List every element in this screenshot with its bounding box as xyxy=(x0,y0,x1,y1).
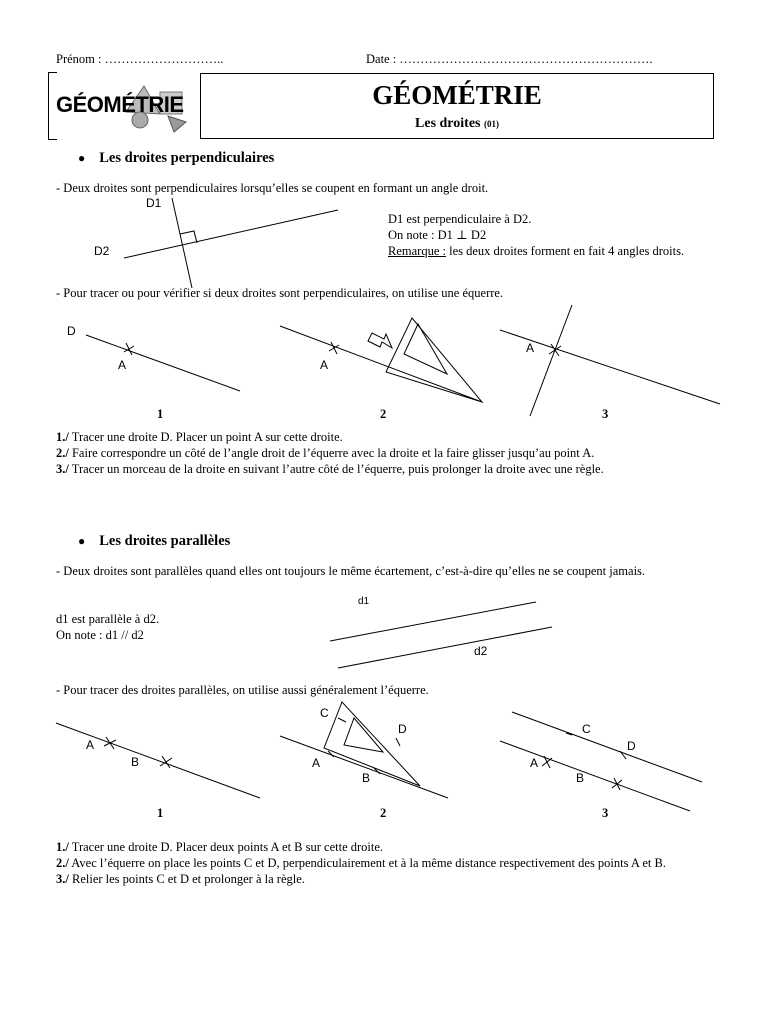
para-definition: d1 est parallèle à d2. On note : d1 // d2 xyxy=(56,612,160,642)
para-fig3-label-c: C xyxy=(582,722,591,736)
perp-tool-sentence: - Pour tracer ou pour vérifier si deux droites sont perpendiculaires, on utilise une équerre. xyxy=(56,286,504,300)
perp-fig1-number: 1 xyxy=(157,407,164,421)
perp-fig1-label-a: A xyxy=(118,358,127,372)
para-fig1-label-a: A xyxy=(86,738,95,752)
page-title: GÉOMÉTRIE xyxy=(372,80,542,110)
perp-fig2-number: 2 xyxy=(380,407,387,421)
logo-text: GÉOMÉTRIE xyxy=(56,92,184,117)
para-fig3-label-d: D xyxy=(627,739,636,753)
para-tool-sentence: - Pour tracer des droites parallèles, on utilise aussi généralement l’équerre. xyxy=(56,683,429,697)
para-fig3-line-bottom xyxy=(500,741,690,811)
perp-fig3-label-a: A xyxy=(526,341,535,355)
label-d1-parallel: d1 xyxy=(358,596,370,607)
para-fig3-number: 3 xyxy=(602,806,609,820)
section-heading-paralleles: ● Les droites parallèles xyxy=(78,533,231,549)
perp-definition: D1 est perpendiculaire à D2. On note : D1 ⊥ D2 Remarque : les deux droites forment en fait 4 angles droits. xyxy=(388,212,685,258)
perp-fig2-setsquare xyxy=(386,318,482,402)
para-steps: 1./ Tracer une droite D. Placer deux points A et B sur cette droite. 2./ Avec l’équerre on place les points C et D, perpendiculairement et à la même distance respectivement des points A et B. 3./ Relier les points C et D et prolonger à la règle. xyxy=(56,840,666,886)
para-fig1-line xyxy=(56,723,260,798)
line-d2 xyxy=(124,210,338,258)
para-fig3-label-a: A xyxy=(530,756,539,770)
perp-fig2-label-a: A xyxy=(320,358,329,372)
date-field: Date : ……………………………………………………. xyxy=(366,52,653,66)
perp-intro: - Deux droites sont perpendiculaires lorsqu’elles se coupent en formant un angle droit. xyxy=(56,181,489,195)
para-fig2-line xyxy=(280,736,448,798)
perp-fig1-label-d: D xyxy=(67,324,76,338)
perp-steps: 1./ Tracer une droite D. Placer un point A sur cette droite. 2./ Faire correspondre un côté de l’angle droit de l’équerre avec la droite et la faire glisser jusqu’au point A. 3./ Tracer un morceau de la droite en suivant l’autre côté de l’équerre, puis prolonger la droite avec une règle. xyxy=(56,430,604,476)
right-angle-mark xyxy=(180,231,197,243)
para-fig2-setsquare xyxy=(324,702,420,786)
para-fig1-number: 1 xyxy=(157,806,164,820)
perp-fig1-line xyxy=(86,335,240,391)
prenom-field: Prénom : ……………………….. xyxy=(56,52,224,66)
para-fig2-label-c: C xyxy=(320,706,329,720)
section-heading-perpendiculaires: ● Les droites perpendiculaires xyxy=(78,150,275,166)
label-d2-parallel: d2 xyxy=(474,644,488,658)
para-intro: - Deux droites sont parallèles quand elles ont toujours le même écartement, c’est-à-dire qu’elles ne se coupent jamais. xyxy=(56,564,646,578)
label-d2: D2 xyxy=(94,244,110,258)
page-subtitle: Les droites (01) xyxy=(415,116,499,131)
line-d1-parallel xyxy=(330,602,536,641)
label-d1: D1 xyxy=(146,196,162,210)
para-fig1-label-b: B xyxy=(131,755,140,769)
para-fig2-label-d: D xyxy=(398,722,407,736)
para-fig2-number: 2 xyxy=(380,806,387,820)
perp-fig3-number: 3 xyxy=(602,407,609,421)
perp-fig3-perp xyxy=(530,305,572,416)
para-fig2-label-a: A xyxy=(312,756,321,770)
para-fig3-line-top xyxy=(512,712,702,782)
para-fig3-label-b: B xyxy=(576,771,585,785)
para-fig2-label-b: B xyxy=(362,771,371,785)
perp-fig2-arrow xyxy=(368,333,392,348)
